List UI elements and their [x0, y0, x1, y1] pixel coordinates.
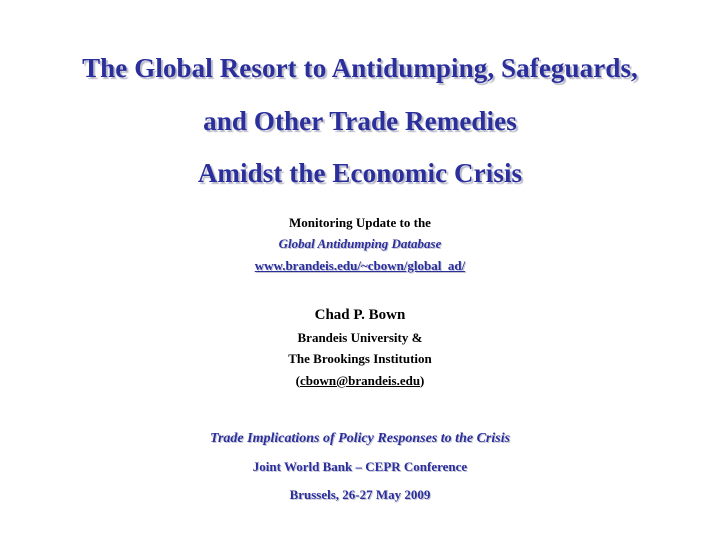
author-email-row — [0, 373, 720, 389]
conference-series: Trade Implications of Policy Responses to the Crisis — [209, 431, 511, 446]
slide-title-line-1: The Global Resort to Antidumping, Safeguards, — [82, 53, 638, 83]
database-name: Global Antidumping Database — [278, 236, 442, 251]
conference-name: Joint World Bank – CEPR Conference — [252, 459, 468, 474]
slide-title-line-2: and Other Trade Remedies — [203, 106, 517, 136]
author-affiliation-2: The Brookings Institution — [288, 351, 432, 366]
author-affiliation-1: Brandeis University & — [297, 330, 423, 345]
email-open-paren: ( — [295, 373, 300, 388]
author-email-link[interactable]: cbown@brandeis.edu — [299, 373, 421, 388]
monitoring-intro: Monitoring Update to the — [289, 215, 431, 230]
conference-place-date: Brussels, 26-27 May 2009 — [289, 487, 431, 502]
slide-title-line-3: Amidst the Economic Crisis — [197, 158, 523, 188]
database-url-link[interactable]: www.brandeis.edu/~cbown/global_ad/ — [254, 258, 466, 273]
email-close-paren: ) — [420, 373, 425, 388]
database-url-row — [0, 257, 720, 275]
author-name: Chad P. Bown — [314, 307, 406, 323]
